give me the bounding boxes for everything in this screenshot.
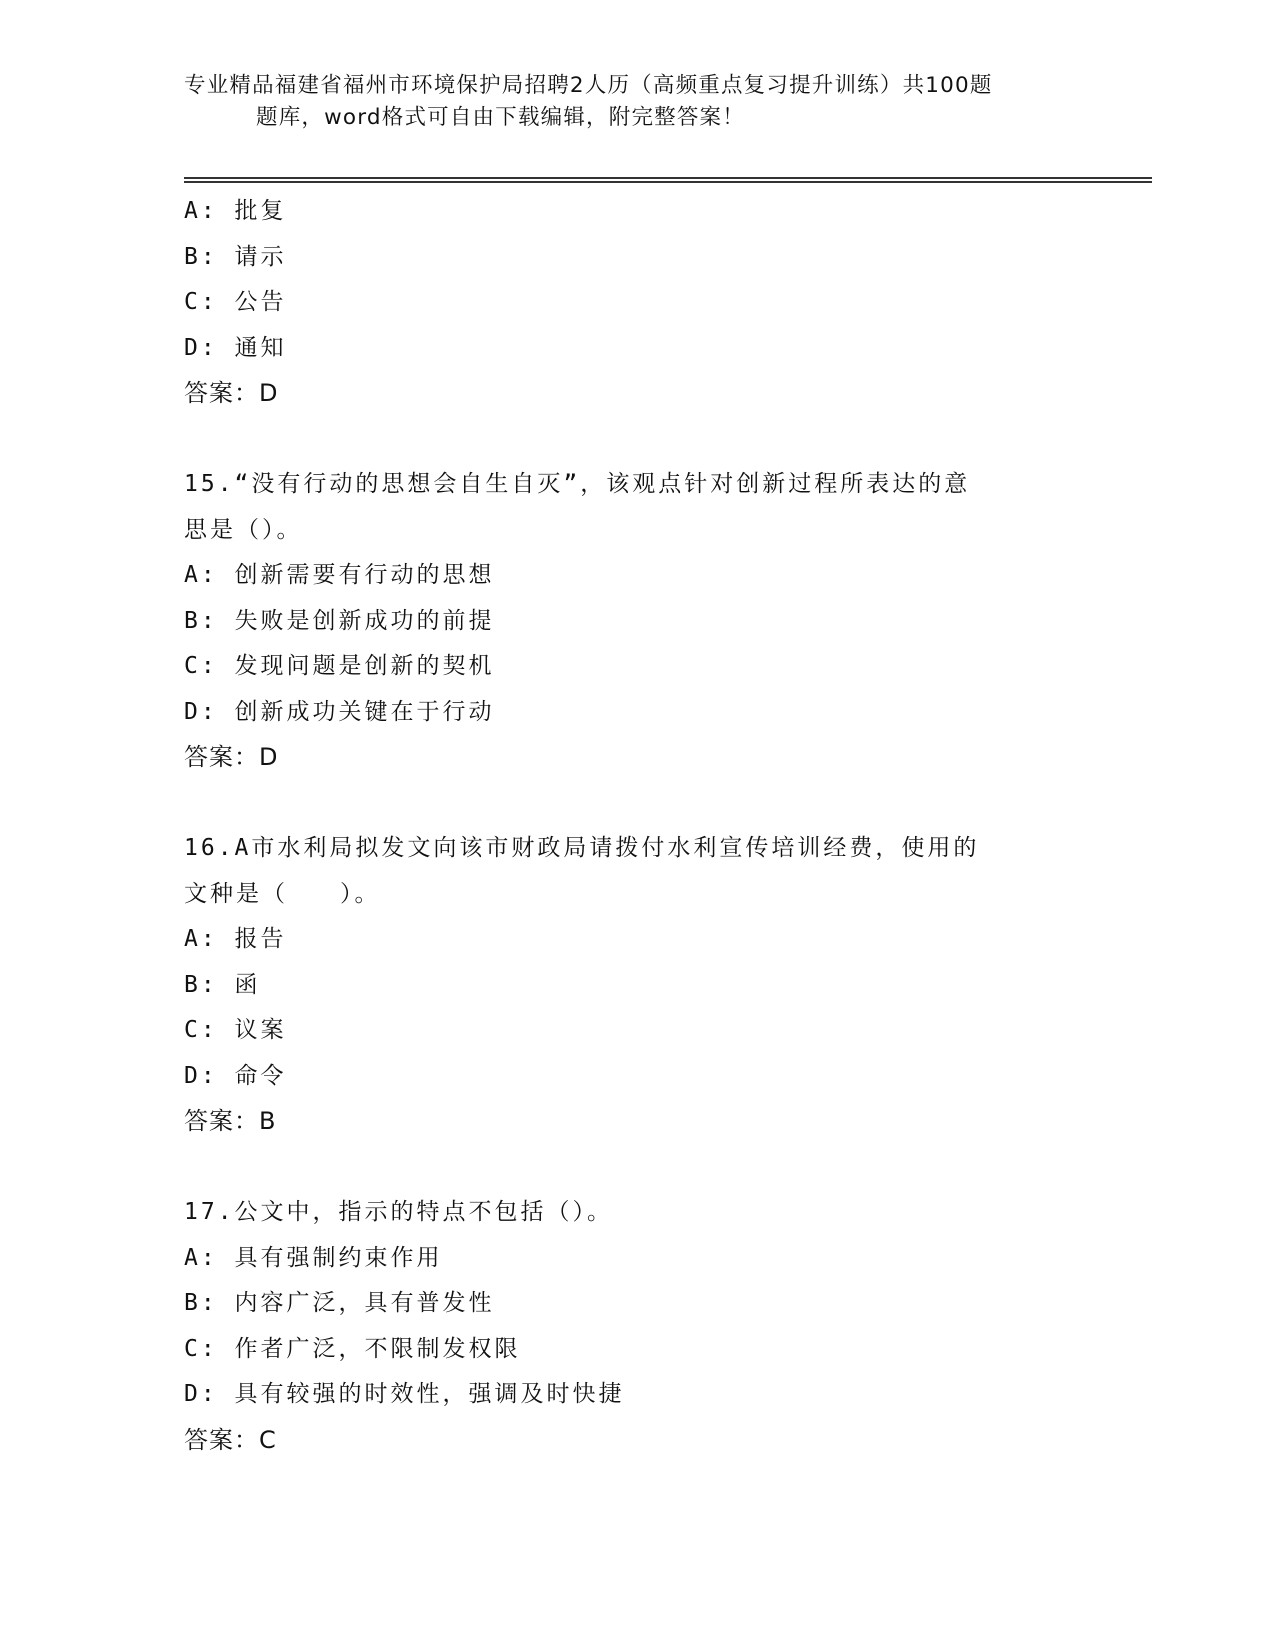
option-c: C: 公告: [184, 289, 287, 315]
question-block-17: [184, 1190, 1064, 1463]
answer: 答案：D: [184, 379, 279, 407]
option-c: C: 作者广泛，不限制发权限: [184, 1335, 521, 1362]
option-b: B: 函: [184, 971, 261, 998]
option-d: D: 通知: [184, 334, 287, 361]
option-a: A: 报告: [184, 926, 287, 952]
option-a: A: 创新需要有行动的思想: [184, 562, 495, 588]
question-text-cont: 思是（）。: [184, 516, 303, 543]
header-divider-top: [184, 177, 1152, 179]
question-block-15: [184, 462, 1064, 781]
answer: 答案：B: [184, 1107, 277, 1135]
header-line-1: 专业精品福建省福州市环境保护局招聘2人历（高频重点复习提升训练）共100题: [184, 73, 993, 98]
question-text: 15.“没有行动的思想会自生自灭”，该观点针对创新过程所表达的意: [184, 471, 971, 497]
document-header: [184, 70, 1104, 134]
option-b: B: 内容广泛，具有普发性: [184, 1290, 495, 1316]
option-c: C: 议案: [184, 1017, 287, 1043]
answer: 答案：D: [184, 743, 279, 771]
option-d: D: 具有较强的时效性，强调及时快捷: [184, 1381, 625, 1407]
question-block-16: [184, 826, 1064, 1145]
question-text: 17.公文中，指示的特点不包括（）。: [184, 1199, 614, 1225]
option-a: A: 具有强制约束作用: [184, 1244, 443, 1271]
answer: 答案：C: [184, 1425, 277, 1454]
option-c: C: 发现问题是创新的契机: [184, 653, 495, 679]
header-line-2: 题库，word格式可自由下载编辑，附完整答案！: [256, 105, 745, 130]
question-text-cont: 文种是（ ）。: [184, 880, 381, 907]
header-divider-bottom: [184, 181, 1152, 183]
question-list: [184, 189, 1064, 1463]
option-b: B: 失败是创新成功的前提: [184, 607, 495, 634]
option-b: B: 请示: [184, 243, 287, 270]
option-a: A: 批复: [184, 198, 287, 224]
option-d: D: 命令: [184, 1062, 287, 1089]
question-block-prev: [184, 189, 1064, 417]
option-d: D: 创新成功关键在于行动: [184, 698, 495, 725]
question-text: 16.A市水利局拟发文向该市财政局请拨付水利宣传培训经费，使用的: [184, 835, 980, 861]
